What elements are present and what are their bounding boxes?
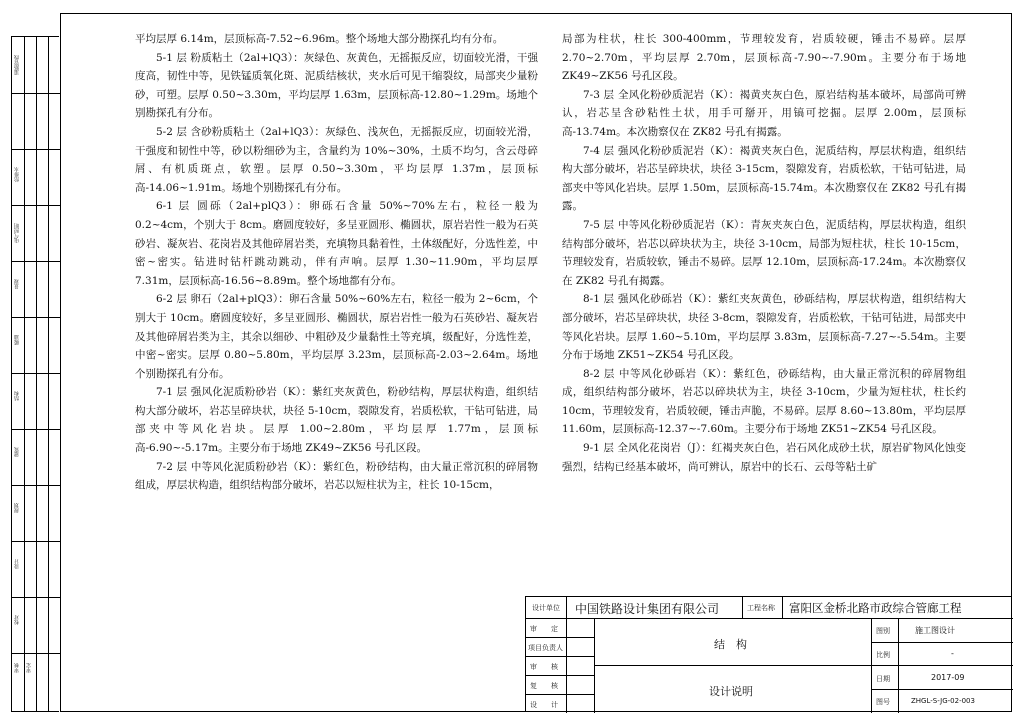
left-signature-strip <box>11 36 59 712</box>
paragraph: 平均层厚 6.14m，层顶标高-7.52~6.96m。整个场地大部分勘探孔均有分布。 <box>135 33 504 45</box>
paragraph: 7-5 层 中等风化粉砂质泥岩（K）：青灰夹灰白色，泥质结构，厚层状构造，组织结构部分破坏，岩芯以碎块状为主，块径 3-10cm，局部为短柱状，柱长 10-15cm，节理较发育，岩质较软，锤击不易碎。层厚 12.10m，层顶标高-17.24m。本次勘察仅在 ZK82 号孔有揭露。 <box>562 218 966 287</box>
paragraph: 9-1 层 全风化花岗岩（J）：红褐夹灰白色，岩石风化成砂土状，原岩矿物风化蚀变强烈，结构已经基本破坏，尚可辨认，原岩中的长石、云母等粘土矿 <box>562 442 966 473</box>
paragraph: 6-1 层 圆砾（2al+plQ3）：卵砾石含量 50%~70%左右，粒径一般为 0.2~4cm，个别大于 8cm。磨圆度较好，多呈亚圆形、椭圆状，原岩岩性一般为石英砂岩、凝灰岩、花岗岩及其他碎屑岩类，充填物具黏着性，土体级配好，分选性差，中密~密实。钻进时钻杆跳动跳动，伴有声响。层厚 1.30~11.90m，平均层厚 7.31m，层顶标高-16.56~8.89m。整个场地都有分布。 <box>135 200 538 287</box>
role-label: 复 核 <box>530 682 558 690</box>
project-name: 富阳区金桥北路市政综合管廊工程 <box>789 601 962 615</box>
strip-label: 设计 <box>14 559 20 569</box>
strip-label: 给排水 <box>14 167 20 182</box>
paragraph: 7-3 层 全风化粉砂质泥岩（K）：褐黄夹灰白色，原岩结构基本破坏，局部尚可辨认，岩芯呈含砂粘性土状，用手可掰开，用镐可挖掘。层厚 2.00m，层顶标高-13.74m。本次勘察仅在 ZK82 号孔有揭露。 <box>562 88 966 138</box>
strip-label: 结构 <box>14 391 20 401</box>
role-label: 设 计 <box>530 701 558 709</box>
title-block <box>525 596 1012 712</box>
paragraph: 7-1 层 强风化泥质粉砂岩（K）：紫红夹灰黄色，粉砂结构，厚层状构造，组织结构大部分破坏，岩芯呈碎块状，块径 5-10cm，裂隙发育，岩质松软，干钻可钻进，局部夹中等风化岩块。层厚 1.00~2.80m，平均层厚 1.77m，层顶标高-6.90~-5.17m。主要分布于场地 ZK49~ZK56 号孔区段。 <box>135 386 538 455</box>
discipline-label: 结 构 <box>714 638 747 651</box>
paragraph: 7-2 层 中等风化泥质粉砂岩（K）：紫红色，粉砂结构，由大量正常沉积的碎屑物组成，厚层状构造，组织结构部分破坏，岩芯以短柱状为主，柱长 10-15cm， <box>135 460 538 492</box>
role-label: 审 核 <box>530 663 558 671</box>
field-label: 图别 <box>876 627 890 635</box>
strip-label: 审核 <box>14 663 20 673</box>
drawing-number: ZHGL-S-JG-02-003 <box>911 697 975 705</box>
paragraph: 5-1 层 粉质粘土（2al+lQ3）：灰绿色、灰黄色，无摇振反应，切面较光滑，干强度高，韧性中等，见铁锰质氧化斑、泥质结核状，夹水后可见干缩裂纹，局部夹少量粉砂，可塑。层厚 0.50~3.30m，平均层厚 1.63m，层顶标高-12.80~1.29m。场地个别勘探孔有分布。 <box>135 51 538 120</box>
field-value: - <box>951 649 954 658</box>
paragraph: 5-2 层 含砂粉质粘土（2al+lQ3）：灰绿色、浅灰色，无摇振反应，切面较光滑，干强度和韧性中等，砂以粉细砂为主，含量约为 10%~30%，土质不均匀，含云母碎屑、有机质斑点，软塑。层厚 0.50~3.30m，平均层厚 1.37m，层顶标高-14.06~1.91m。场地个别勘探孔有分布。 <box>135 125 538 194</box>
field-label: 日期 <box>876 675 890 683</box>
strip-label: 规划 <box>14 503 20 513</box>
strip-label: 审定 <box>26 663 32 673</box>
paragraph: 局部为柱状，柱长 300-400mm，节理较发育，岩质较硬，锤击不易碎。层厚 2.70~2.70m，平均层厚 2.70m，层顶标高-7.90~-7.90m。主要分布于场地 ZK49~ZK56 号孔区段。 <box>562 33 966 83</box>
paragraph: 8-2 层 中等风化砂砾岩（K）：紫红色，砂砾结构，由大量正常沉积的碎屑物组成，组织结构部分破坏，岩芯以碎块状为主，块径 3-10cm，少量为短柱状，柱长约 10cm，节理较发育，岩质较硬，锤击声脆，不易碎。层厚 8.60~13.80m，平均层厚 11.60m，层顶标高-12.37~-7.60m。主要分布于场地 ZK51~ZK54 号孔区段。 <box>562 367 966 436</box>
role-label: 审 定 <box>530 625 558 633</box>
paragraph: 7-4 层 强风化粉砂质泥岩（K）：褐黄夹灰白色，泥质结构，厚层状构造，组织结构大部分破坏，岩芯呈碎块状，块径 3-15cm，裂隙发育，岩质松软，干钻可钻进，局部夹中等风化岩块。层厚 1.50m，层顶标高-15.74m。本次勘察仅在 ZK82 号孔有揭露。 <box>562 144 966 213</box>
project-name-label: 工程名称 <box>747 604 775 612</box>
text-column-left <box>135 30 538 495</box>
strip-label: 建筑 <box>14 447 20 457</box>
strip-label: 道路管线 <box>14 55 20 75</box>
paragraph: 8-1 层 强风化砂砾岩（K）：紫红夹灰黄色，砂砾结构，厚层状构造，组织结构大部分破坏，岩芯呈碎块状，块径 3-8cm，裂隙发育，岩质松软，干钻可钻进，局部夹中等风化岩块。层厚 1.60~5.10m，平均层厚 3.83m，层顶标高-7.27~-5.54m。主要分布于场地 ZK51~ZK54 号孔区段。 <box>562 293 966 362</box>
design-unit-name: 中国铁路设计集团有限公司 <box>575 602 720 616</box>
strip-label: 景观 <box>14 279 20 289</box>
strip-label: 暖通 <box>14 335 20 345</box>
design-unit-label: 设计单位 <box>532 604 560 612</box>
field-value: 2017-09 <box>931 673 965 682</box>
paragraph: 6-2 层 卵石（2al+plQ3）：卵石含量 50%~60%左右，粒径一般为 2~6cm，个别大于 10cm。磨圆度较好，多呈亚圆形、椭圆状，原岩岩性一般为石英砂岩、凝灰岩及其他碎屑岩类为主，其余以细砂、中粗砂及少量黏性土等充填，级配好，分选性差，中密~密实。层厚 0.80~5.80m，平均层厚 3.23m，层顶标高-2.03~2.64m。场地个别勘探孔有分布。 <box>135 293 538 380</box>
field-label: 图号 <box>876 698 890 706</box>
field-label: 比例 <box>876 651 890 659</box>
role-label: 项目负责人 <box>528 644 563 652</box>
drawing-title: 设计说明 <box>709 685 753 698</box>
field-value: 施工图设计 <box>915 626 955 635</box>
strip-label: 校对 <box>14 615 20 625</box>
strip-label: 电气照明 <box>14 223 20 243</box>
text-column-right <box>562 30 966 476</box>
